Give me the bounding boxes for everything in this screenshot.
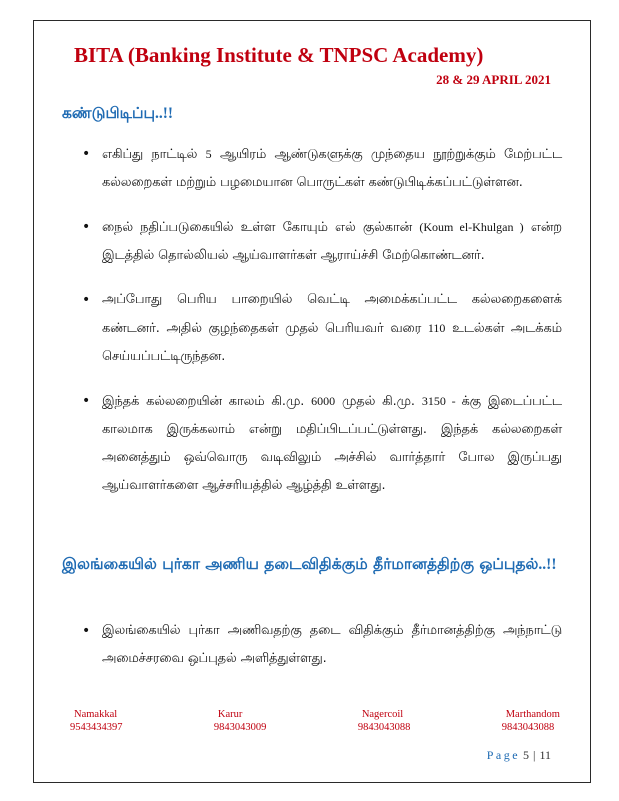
item-text: முதல் கி.மு. xyxy=(335,394,422,409)
office-city: Namakkal xyxy=(74,709,118,720)
office-city: Marthandom xyxy=(505,709,560,720)
office-nagercoil xyxy=(358,708,411,734)
office-phone: 9843043088 xyxy=(501,722,555,733)
item-number: 6000 xyxy=(311,394,336,408)
bullet-icon: • xyxy=(82,393,91,409)
page-separator: | xyxy=(533,748,536,762)
page-total: 11 xyxy=(539,748,551,762)
office-phone: 9843043009 xyxy=(213,722,267,733)
item-text: உடல்கள் அடக்கம் செய்யப்பட்டிருந்தன. xyxy=(102,321,562,364)
bullet-icon: • xyxy=(82,146,91,162)
issue-date: 28 & 29 APRIL 2021 xyxy=(436,72,551,87)
item-text: அப்போது பெரிய பாறையில் வெட்டி அமைக்கப்பட்ட கல்லறைகளைக் கண்டனர். அதில் குழந்தைகள் முதல் பெரியவர் வரை xyxy=(102,292,562,336)
list-item xyxy=(62,617,562,673)
section-heading-burqa-ban xyxy=(62,552,562,577)
item-text: க்கு இடைப்பட்ட காலமாக இருக்கலாம் என்று மதிப்பிடப்பட்டுள்ளது. இந்தக் கல்லறைகள் அனைத்தும் ஒவ்வொரு வடிவிலும் அச்சில் வார்த்தார் போல இருப்பது ஆய்வாளர்களை ஆச்சரியத்தில் ஆழ்த்தி உள்ளது. xyxy=(102,394,562,493)
discovery-bullet-list xyxy=(62,140,562,516)
list-item xyxy=(62,387,562,500)
office-marthandom xyxy=(502,708,560,734)
item-text: இந்தக் கல்லறையின் காலம் கி.மு. xyxy=(102,394,312,409)
burqa-bullet-list xyxy=(62,617,562,689)
office-karur xyxy=(214,708,267,734)
page-word: Page xyxy=(486,748,521,762)
item-text: எகிப்து நாட்டில் xyxy=(102,147,206,162)
office-city: Karur xyxy=(217,709,243,720)
item-text: இலங்கையில் புர்கா அணிவதற்கு தடை விதிக்கும் தீர்மானத்திற்கு அந்நாட்டு அமைச்சரவை ஒப்புதல் அளித்துள்ளது. xyxy=(102,623,562,666)
office-city: Nagercoil xyxy=(361,709,404,720)
office-phone: 9843043088 xyxy=(357,722,411,733)
item-number: 3150 - xyxy=(421,394,462,408)
bullet-icon: • xyxy=(82,623,91,639)
bullet-icon: • xyxy=(82,292,91,308)
office-phone: 9543434397 xyxy=(70,722,123,733)
section-heading-tail: ..!! xyxy=(155,105,174,122)
section-heading-discovery xyxy=(62,101,173,126)
item-place-name: (Koum el-Khulgan ) xyxy=(419,220,524,234)
section-heading-tail: ..!! xyxy=(538,556,557,573)
office-namakkal xyxy=(70,708,123,734)
page-number: 5 xyxy=(523,748,530,762)
section-heading-text: கண்டுபிடிப்பு xyxy=(62,104,156,122)
item-number: 5 xyxy=(205,147,212,161)
item-text: ஆயிரம் ஆண்டுகளுக்கு முந்தைய நூற்றுக்கும் மேற்பட்ட கல்லறைகள் மற்றும் பழமையான பொருட்கள் கண்டுபிடிக்கப்பட்டுள்ளன. xyxy=(102,147,563,190)
item-text: என்ற இடத்தில் தொல்லியல் ஆய்வாளர்கள் ஆராய்ச்சி மேற்கொண்டனர். xyxy=(102,220,562,263)
item-number: 110 xyxy=(427,321,446,335)
list-item xyxy=(62,286,562,371)
list-item xyxy=(62,140,562,197)
list-item xyxy=(62,213,562,270)
branch-offices xyxy=(70,708,560,734)
item-text: நைல் நதிப்படுகையில் உள்ள கோயும் எல் குல்கான் xyxy=(102,220,420,235)
bullet-icon: • xyxy=(82,219,91,235)
institute-title: BITA (Banking Institute & TNPSC Academy) xyxy=(74,43,484,67)
section-heading-text: இலங்கையில் புர்கா அணிய தடைவிதிக்கும் தீர்மானத்திற்கு ஒப்புதல் xyxy=(62,555,539,573)
page-indicator xyxy=(487,748,551,763)
